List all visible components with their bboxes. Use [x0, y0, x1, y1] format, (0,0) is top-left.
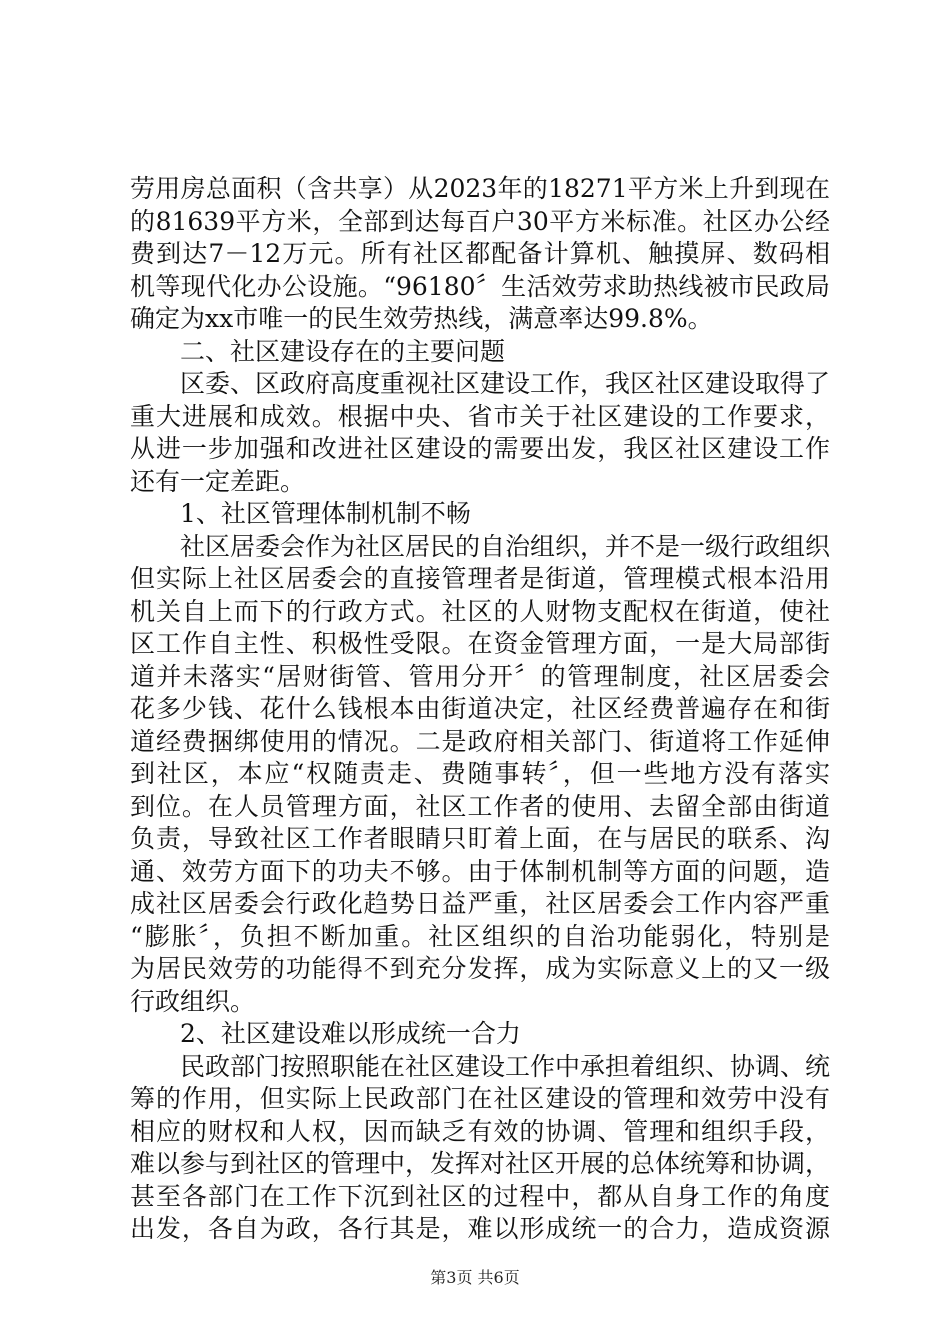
page-number-footer: 第3页 共6页 — [430, 1268, 520, 1287]
text-line: 从进一步加强和改进社区建设的需要出发，我区社区建设工作 — [130, 434, 830, 463]
text-line: 道并未落实“居财街管、管用分开〞的管理制度，社区居委会 — [130, 661, 830, 691]
section-heading: 二、社区建设存在的主要问题 — [180, 336, 506, 366]
text-line: 社区居委会作为社区居民的自治组织，并不是一级行政组织 — [180, 531, 831, 561]
text-line: 机关自上而下的行政方式。社区的人财物支配权在街道，使社 — [130, 596, 830, 626]
text-line: 还有一定差距。 — [130, 466, 306, 496]
text-line: 相应的财权和人权，因而缺乏有效的协调、管理和组织手段， — [130, 1116, 830, 1146]
text-line: 劳用房总面积（含共享）从2023年的18271平方米上升到现在 — [130, 174, 830, 203]
text-line: 道经费捆绑使用的情况。二是政府相关部门、街道将工作延伸 — [130, 726, 830, 756]
text-line: 确定为xx市唯一的民生效劳热线，满意率达99.8%。 — [130, 304, 713, 333]
text-line: 通、效劳方面下的功夫不够。由于体制机制等方面的问题，造 — [130, 856, 830, 886]
text-line: 成社区居委会行政化趋势日益严重，社区居委会工作内容严重 — [130, 889, 830, 918]
text-line: 机等现代化办公设施。“96180〞生活效劳求助热线被市民政局 — [130, 271, 830, 301]
text-line: 负责，导致社区工作者眼睛只盯着上面，在与居民的联系、沟 — [130, 824, 830, 853]
text-line: 筹的作用，但实际上民政部门在社区建设的管理和效劳中没有 — [130, 1084, 830, 1113]
text-line: 区工作自主性、积极性受限。在资金管理方面，一是大局部街 — [130, 629, 830, 658]
text-line: 到社区，本应“权随责走、费随事转〞，但一些地方没有落实 — [130, 759, 830, 788]
subsection-heading: 2、社区建设难以形成统一合力 — [180, 1019, 521, 1048]
text-line: 为居民效劳的功能得不到充分发挥，成为实际意义上的又一级 — [130, 954, 830, 983]
text-line: 出发，各自为政，各行其是，难以形成统一的合力，造成资源 — [130, 1214, 830, 1243]
text-line: 重大进展和成效。根据中央、省市关于社区建设的工作要求， — [130, 401, 830, 431]
text-line: 难以参与到社区的管理中，发挥对社区开展的总体统筹和协调， — [130, 1149, 831, 1178]
text-line: 费到达7－12万元。所有社区都配备计算机、触摸屏、数码相 — [130, 239, 830, 268]
text-line: 甚至各部门在工作下沉到社区的过程中，都从自身工作的角度 — [130, 1181, 830, 1211]
text-line: 行政组织。 — [130, 986, 256, 1016]
text-line: 区委、区政府高度重视社区建设工作，我区社区建设取得了 — [180, 369, 831, 398]
text-line: 到位。在人员管理方面，社区工作者的使用、去留全部由街道 — [130, 791, 830, 821]
document-body — [130, 173, 830, 1246]
text-line: “膨胀〞，负担不断加重。社区组织的自治功能弱化，特别是 — [130, 921, 830, 951]
text-line: 花多少钱、花什么钱根本由街道决定，社区经费普遍存在和街 — [130, 694, 830, 723]
text-line: 但实际上社区居委会的直接管理者是街道，管理模式根本沿用 — [130, 564, 830, 593]
text-line: 民政部门按照职能在社区建设工作中承担着组织、协调、统 — [180, 1051, 831, 1081]
text-line: 的81639平方米，全部到达每百户30平方米标准。社区办公经 — [130, 206, 830, 236]
subsection-heading: 1、社区管理体制机制不畅 — [180, 499, 471, 528]
